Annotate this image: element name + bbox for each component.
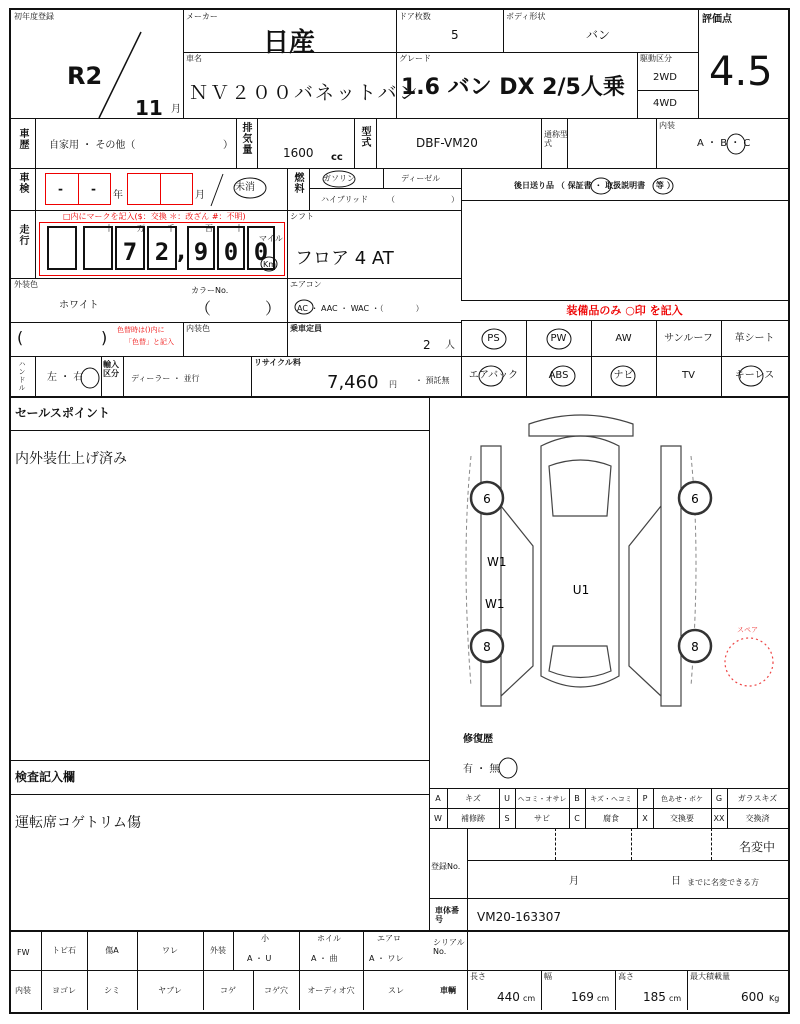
diagram-mark-w1-upper: W1 [487,555,507,569]
divider [461,200,788,201]
divider [257,118,258,168]
legend-code: P [642,794,648,803]
hei-label: 高さ [618,972,634,981]
mileage-note: □内にマークを記入($：交換 ＊：改ざん #：不明) [63,212,246,221]
sales-point-text: 内外装仕上げ済み [15,451,127,467]
legend-code: X [642,814,648,823]
body-value: バン [586,28,611,42]
mileage-digit-box: 2 [147,226,177,270]
int-change-open: ( [17,328,24,347]
divider [287,278,288,322]
equip-aw: AW [615,333,632,344]
divider [35,210,36,278]
reg-month-unit: 月 [569,876,579,887]
ac-value: AC ・ AAC ・ WAC ・（ ） [297,304,424,313]
ext-small: 小 [261,934,269,943]
inspection-none-circle [231,176,269,200]
fuel-gasoline: ガソリン [323,174,355,183]
fuel-label: 燃料 [292,172,303,194]
int-tear: ヤブレ [158,986,182,995]
recycle-note: ・ 預託無 [415,376,450,385]
legend-desc: 交換済 [745,814,770,823]
legend-desc: 色あせ・ボケ [661,794,703,803]
ext-wheel: ホイル [317,934,341,943]
divider [160,173,161,205]
shift-value: フロア 4 AT [295,248,394,269]
inspection-month-unit: 月 [195,190,205,201]
divider [309,168,310,210]
ext-scratch: 傷A [105,945,119,955]
ext-stone: トビ石 [52,945,76,955]
divider [467,970,468,1010]
legend-desc: キズ [465,794,481,803]
int-audio-hole: オーディオ穴 [307,986,355,995]
capacity-value: 2 [423,338,431,352]
int-damage-label: 内装 [15,986,31,995]
fuel-close: ） [451,195,459,204]
doors-label: ドア枚数 [399,12,431,21]
divider [101,356,102,396]
first-reg-label: 初年度登録 [14,12,54,21]
int-burn-hole: コゲ穴 [264,986,288,995]
divider [287,322,288,356]
car-name-value: ＮＶ２００バネットバン [189,82,420,104]
divider [123,356,124,396]
hei-unit: cm [669,994,682,1003]
mileage-km-label: Km [263,260,277,269]
equip-tv: TV [682,370,695,381]
legend-desc: キズ・ヘコミ [590,794,632,803]
legend-desc: 交換要 [670,814,694,823]
auction-sheet [9,8,790,1014]
doors-value: 5 [451,28,459,42]
capacity-label: 乗車定員 [290,324,322,333]
handle-right-circle [79,366,101,390]
grade-label: グレード [399,54,431,63]
inspection-none: 未消 [235,182,255,193]
repair-value: 有 ・ 無 [463,764,500,775]
shift-label: シフト [290,212,314,221]
interior-grades: A ・ B ・ C [697,138,751,149]
legend-code: XX [713,814,725,823]
divider [567,118,568,168]
divider [637,90,698,91]
inspection-dash-2: - [91,182,96,196]
first-reg-era: R2 [67,62,103,90]
divider [236,118,237,168]
divider [467,930,468,970]
divider [429,898,788,899]
handle-value: 左 ・ 右 [47,372,84,383]
car-diagram [441,406,781,716]
divider [183,10,184,118]
int-dirt: ヨゴレ [52,986,76,995]
docs-label: 後日送り品 （ 保証書 ・ 取扱説明書 等 ） [514,181,675,190]
load-unit: Kg [769,994,780,1003]
inspection-dash-1: - [58,182,63,196]
divider [35,356,36,396]
divider [656,118,657,168]
divider [183,52,698,53]
inspection-slash [207,172,227,208]
interior-label: 内装 [659,121,675,130]
len-value: 440 [497,990,520,1004]
divider [35,168,36,210]
notes-text: 運転席コゲトリム傷 [15,815,141,831]
notes-label: 検査記入欄 [15,770,76,784]
ext-aero-vals: A ・ ワレ [369,954,404,963]
mileage-unit: 十 [105,224,113,233]
equip-leather: 革シート [734,333,775,344]
divider [396,10,397,52]
divider [503,10,504,52]
divider [461,300,788,301]
divider [183,322,184,356]
divider [35,118,36,168]
divider [637,52,638,118]
inspection-year-unit: 年 [113,190,123,201]
equip-navi: ナビ [613,370,634,381]
fuel-open: （ [387,195,395,204]
ext-aero: エアロ [377,934,401,943]
model-value: DBF-VM20 [416,136,478,150]
ext-label: 外装 [210,945,226,955]
legend-code: W [434,814,442,823]
score-value: 4.5 [709,49,773,95]
chassis-value: VM20-163307 [477,910,561,924]
int-color-label: 内装色 [186,324,210,333]
color-code-close: ） [265,299,282,318]
first-reg-month-unit: 月 [171,104,181,115]
disp-value: 1600 [283,146,314,160]
int-change-close: ) [101,328,108,347]
ext-color-label: 外装色 [14,280,38,289]
equip-airbag: エアバック [468,370,519,381]
drive-label: 駆動区分 [640,54,672,63]
interior-b-circle [725,132,747,156]
divider [631,828,632,860]
equip-keyless: キーレス [734,370,775,381]
int-stain: シミ [104,986,120,995]
type-label: 型式 [359,126,370,148]
divider [233,930,234,970]
divider [555,828,556,860]
wid-unit: cm [597,994,610,1003]
recycle-value: 7,460 [327,372,379,393]
legend-code: B [574,794,580,803]
ext-crack: ワレ [162,945,178,955]
divider [615,970,616,1010]
divider [698,10,699,118]
mileage-digit-box: 9 [187,226,215,270]
color-code-label: カラーNo. [191,286,229,295]
len-label: 長さ [470,972,486,981]
reg-deadline: までに名変できる方 [687,878,759,887]
equip-header: 装備品のみ ○印 を記入 [566,304,683,317]
dims-label: 車輌 [440,986,456,995]
diagram-mark-8-left: 8 [483,640,491,654]
grade-value: 1.6 バン DX 2/5人乗 [401,75,625,100]
ext-wheel-vals: A ・ 曲 [311,954,338,963]
color-code-open: （ [195,299,212,318]
int-burn: コゲ [220,986,236,995]
len-unit: cm [523,994,536,1003]
first-reg-month: 11 [135,96,163,120]
diagram-mark-w1-lower: W1 [485,597,505,611]
legend-code: A [435,794,441,803]
drive-2wd: 2WD [653,72,677,83]
legend-code: S [504,814,510,823]
change-note-2: 「色替」と記入 [125,338,174,346]
history-close: ） [223,140,233,151]
equip-pw: PW [550,333,567,344]
mileage-label: 走行 [17,224,28,246]
equip-circles [461,320,788,396]
drive-4wd: 4WD [653,98,677,109]
score-label: 評価点 [702,14,732,25]
recycle-unit: 円 [389,380,397,389]
common-model-label: 通称型式 [544,130,568,148]
divider [541,118,542,168]
import-value: ディーラー ・ 並行 [131,374,200,383]
car-name-label: 車名 [186,54,202,63]
mileage-unit: 百 [205,224,213,233]
int-rub: スレ [388,986,404,995]
legend-code: G [715,794,723,803]
repair-none-circle [497,756,519,780]
divider [11,794,429,795]
legend-desc: ガラスキズ [737,794,778,803]
wid-label: 幅 [544,972,552,981]
inspection-label: 車検 [17,172,28,194]
divider [396,52,397,118]
divider [309,188,461,189]
fw-label: FW [17,948,30,957]
sales-point-label: セールスポイント [15,406,110,420]
handle-label: ハンドル [18,360,26,392]
legend-code: C [574,814,580,823]
ac-circle [293,298,315,316]
maker-label: メーカー [186,12,218,21]
divider [11,210,461,211]
diagram-mark-u1: U1 [572,583,590,597]
divider [461,168,462,300]
divider [467,898,468,930]
divider [11,322,461,323]
change-note-1: 色替時は()内に [117,326,165,334]
mileage-digit-box: 0 [247,226,275,270]
registration-label: 登録No. [431,862,461,871]
divider [287,168,288,210]
mileage-digit-box: 7 [115,226,145,270]
spare-label: スペア [737,626,758,634]
mileage-unit: 万 [137,224,145,233]
diagram-mark-6-left: 6 [483,492,491,506]
ext-color-value: ホワイト [59,300,99,311]
divider [11,168,788,169]
divider [11,396,788,398]
ext-small-vals: A ・ U [247,954,272,963]
legend-desc: ヘコミ・オサレ [517,794,567,803]
fuel-diesel: ディーゼル [401,174,441,183]
mileage-digit-box [47,226,77,270]
divider [467,828,468,898]
load-label: 最大積載量 [690,972,730,981]
legend-desc: 腐食 [603,814,619,823]
divider [78,173,79,205]
fuel-hybrid: ハイブリッド [321,195,369,204]
disp-unit: cc [331,152,343,163]
diagram-mark-8-right: 8 [691,640,699,654]
divider [11,278,461,279]
mileage-mile-label: マイル [259,234,283,243]
divider [376,118,377,168]
disp-label: 排気量 [240,122,251,155]
divider [354,118,355,168]
docs-circles [587,176,677,196]
import-label: 輸入区分 [103,360,119,378]
fuel-gasoline-circle [315,170,367,188]
mileage-digit-box: 0 [217,226,245,270]
mileage-comma: , [177,240,186,265]
divider [11,760,429,761]
repair-label: 修復歴 [463,734,493,745]
mileage-unit: 千 [167,224,175,233]
divider [429,828,788,829]
equip-abs: ABS [548,370,569,381]
equip-sunroof: サンルーフ [664,333,713,344]
wid-value: 169 [571,990,594,1004]
legend-desc: 補修跡 [461,814,485,823]
recycle-label: リサイクル料 [254,358,301,367]
capacity-unit: 人 [445,340,455,351]
divider [467,860,788,861]
load-value: 600 [741,990,764,1004]
diagram-mark-6-right: 6 [691,492,699,506]
chassis-label: 車体番号 [435,906,459,924]
equip-ps: PS [487,333,500,344]
mileage-unit: 十 [235,224,243,233]
divider [711,828,712,860]
mileage-km-circle [259,256,279,272]
divider [11,430,429,431]
divider [541,970,542,1010]
divider [251,356,252,396]
hei-value: 185 [643,990,666,1004]
serial-label: シリアルNo. [433,938,465,956]
history-value: 自家用 ・ その他（ [49,140,136,151]
divider [429,396,430,930]
history-label: 車歴 [17,128,28,150]
divider [287,210,288,278]
body-label: ボディ形状 [506,12,546,21]
divider [687,970,688,1010]
maker-value: 日産 [263,28,316,58]
mileage-unit: 一 [265,224,273,233]
name-change: 名変中 [739,840,776,854]
divider [383,168,384,188]
ac-label: エアコン [290,280,322,289]
reg-day-unit: 日 [671,876,681,887]
legend-code: U [504,794,510,803]
legend-desc: サビ [534,814,550,823]
